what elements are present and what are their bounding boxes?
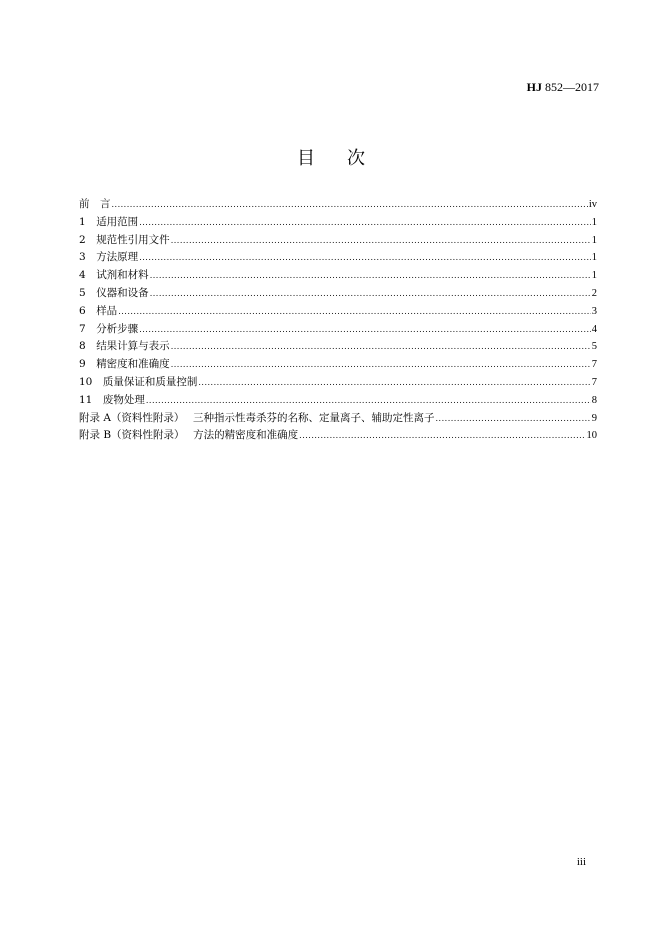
- toc-entry-page: 2: [591, 287, 597, 299]
- toc-entry-label: 三种指示性毒杀芬的名称、定量离子、辅助定性离子: [193, 411, 435, 424]
- toc-entry-appendix-a[interactable]: [79, 410, 597, 428]
- toc-entry-page: 7: [591, 359, 597, 371]
- toc-leader-dots: [146, 392, 591, 410]
- toc-entry-page: 1: [591, 270, 597, 282]
- toc-entry-results[interactable]: [79, 338, 597, 356]
- toc-entry-number: 2: [79, 233, 97, 246]
- toc-entry-label: 适用范围: [96, 215, 139, 228]
- toc-entry-principle[interactable]: [79, 249, 597, 267]
- toc-leader-dots: [150, 285, 591, 303]
- toc-entry-page: 5: [591, 341, 597, 353]
- toc-entry-number: 5: [79, 286, 97, 299]
- toc-leader-dots: [171, 338, 591, 356]
- page-number: iii: [576, 856, 586, 868]
- toc-entry-page: 10: [586, 430, 597, 442]
- toc-entry-number: 4: [79, 269, 97, 282]
- toc-entry-normative-references[interactable]: [79, 232, 597, 250]
- toc-entry-label: 分析步骤: [96, 322, 139, 335]
- toc-entry-label: 精密度和准确度: [96, 358, 170, 371]
- toc-entry-page: 4: [591, 323, 597, 335]
- page-title: 目次: [297, 148, 397, 169]
- toc-leader-dots: [139, 249, 591, 267]
- toc-entry-label: 质量保证和质量控制: [102, 375, 198, 388]
- standard-code-prefix: HJ: [526, 80, 542, 94]
- toc-entry-number: 8: [79, 340, 97, 353]
- toc-entry-number: 附录 B（资料性附录）: [79, 429, 194, 442]
- toc-entry-label: 方法的精密度和准确度: [193, 429, 299, 442]
- toc-entry-samples[interactable]: [79, 303, 597, 321]
- table-of-contents: [79, 196, 597, 445]
- toc-entry-number: 9: [79, 358, 97, 371]
- standard-code-number: 852—2017: [542, 80, 599, 94]
- toc-leader-dots: [150, 267, 591, 285]
- toc-entry-number: 6: [79, 304, 97, 317]
- toc-leader-dots: [171, 356, 591, 374]
- toc-entry-number: 3: [79, 251, 97, 264]
- toc-leader-dots: [198, 374, 590, 392]
- toc-entry-foreword[interactable]: [79, 196, 597, 214]
- toc-leader-dots: [436, 410, 591, 428]
- toc-entry-page: 8: [591, 394, 597, 406]
- toc-entry-page: 3: [591, 305, 597, 317]
- toc-leader-dots: [112, 196, 588, 214]
- toc-entry-label: 规范性引用文件: [96, 233, 170, 246]
- toc-leader-dots: [139, 214, 591, 232]
- toc-leader-dots: [171, 232, 591, 250]
- toc-entry-page: 9: [591, 412, 597, 424]
- toc-entry-page: 7: [591, 376, 597, 388]
- toc-entry-number: 附录 A（资料性附录）: [79, 411, 194, 424]
- toc-entry-analysis-steps[interactable]: [79, 321, 597, 339]
- toc-entry-reagents[interactable]: [79, 267, 597, 285]
- toc-entry-number: 10: [79, 375, 103, 388]
- toc-leader-dots: [299, 427, 585, 445]
- toc-entry-number: 1: [79, 215, 97, 228]
- toc-entry-page: 1: [591, 234, 597, 246]
- toc-entry-page: 1: [591, 216, 597, 228]
- toc-entry-number: 11: [79, 393, 103, 406]
- toc-entry-label: 废物处理: [102, 393, 145, 406]
- standard-code: [527, 80, 599, 95]
- toc-entry-page: iv: [588, 199, 597, 210]
- toc-entry-apparatus[interactable]: [79, 285, 597, 303]
- toc-leader-dots: [118, 303, 591, 321]
- toc-entry-scope[interactable]: [79, 214, 597, 232]
- toc-entry-appendix-b[interactable]: [79, 427, 597, 445]
- toc-entry-label: 样品: [96, 304, 118, 317]
- toc-leader-dots: [139, 321, 591, 339]
- toc-entry-label: 试剂和材料: [96, 269, 149, 282]
- toc-entry-waste-disposal[interactable]: [79, 392, 597, 410]
- toc-entry-number: 前 言: [79, 198, 111, 210]
- toc-entry-label: 仪器和设备: [96, 286, 149, 299]
- toc-entry-quality-control[interactable]: [79, 374, 597, 392]
- toc-entry-label: 结果计算与表示: [96, 340, 170, 353]
- toc-entry-number: 7: [79, 322, 97, 335]
- toc-entry-precision[interactable]: [79, 356, 597, 374]
- toc-entry-page: 1: [591, 252, 597, 264]
- toc-entry-label: 方法原理: [96, 251, 139, 264]
